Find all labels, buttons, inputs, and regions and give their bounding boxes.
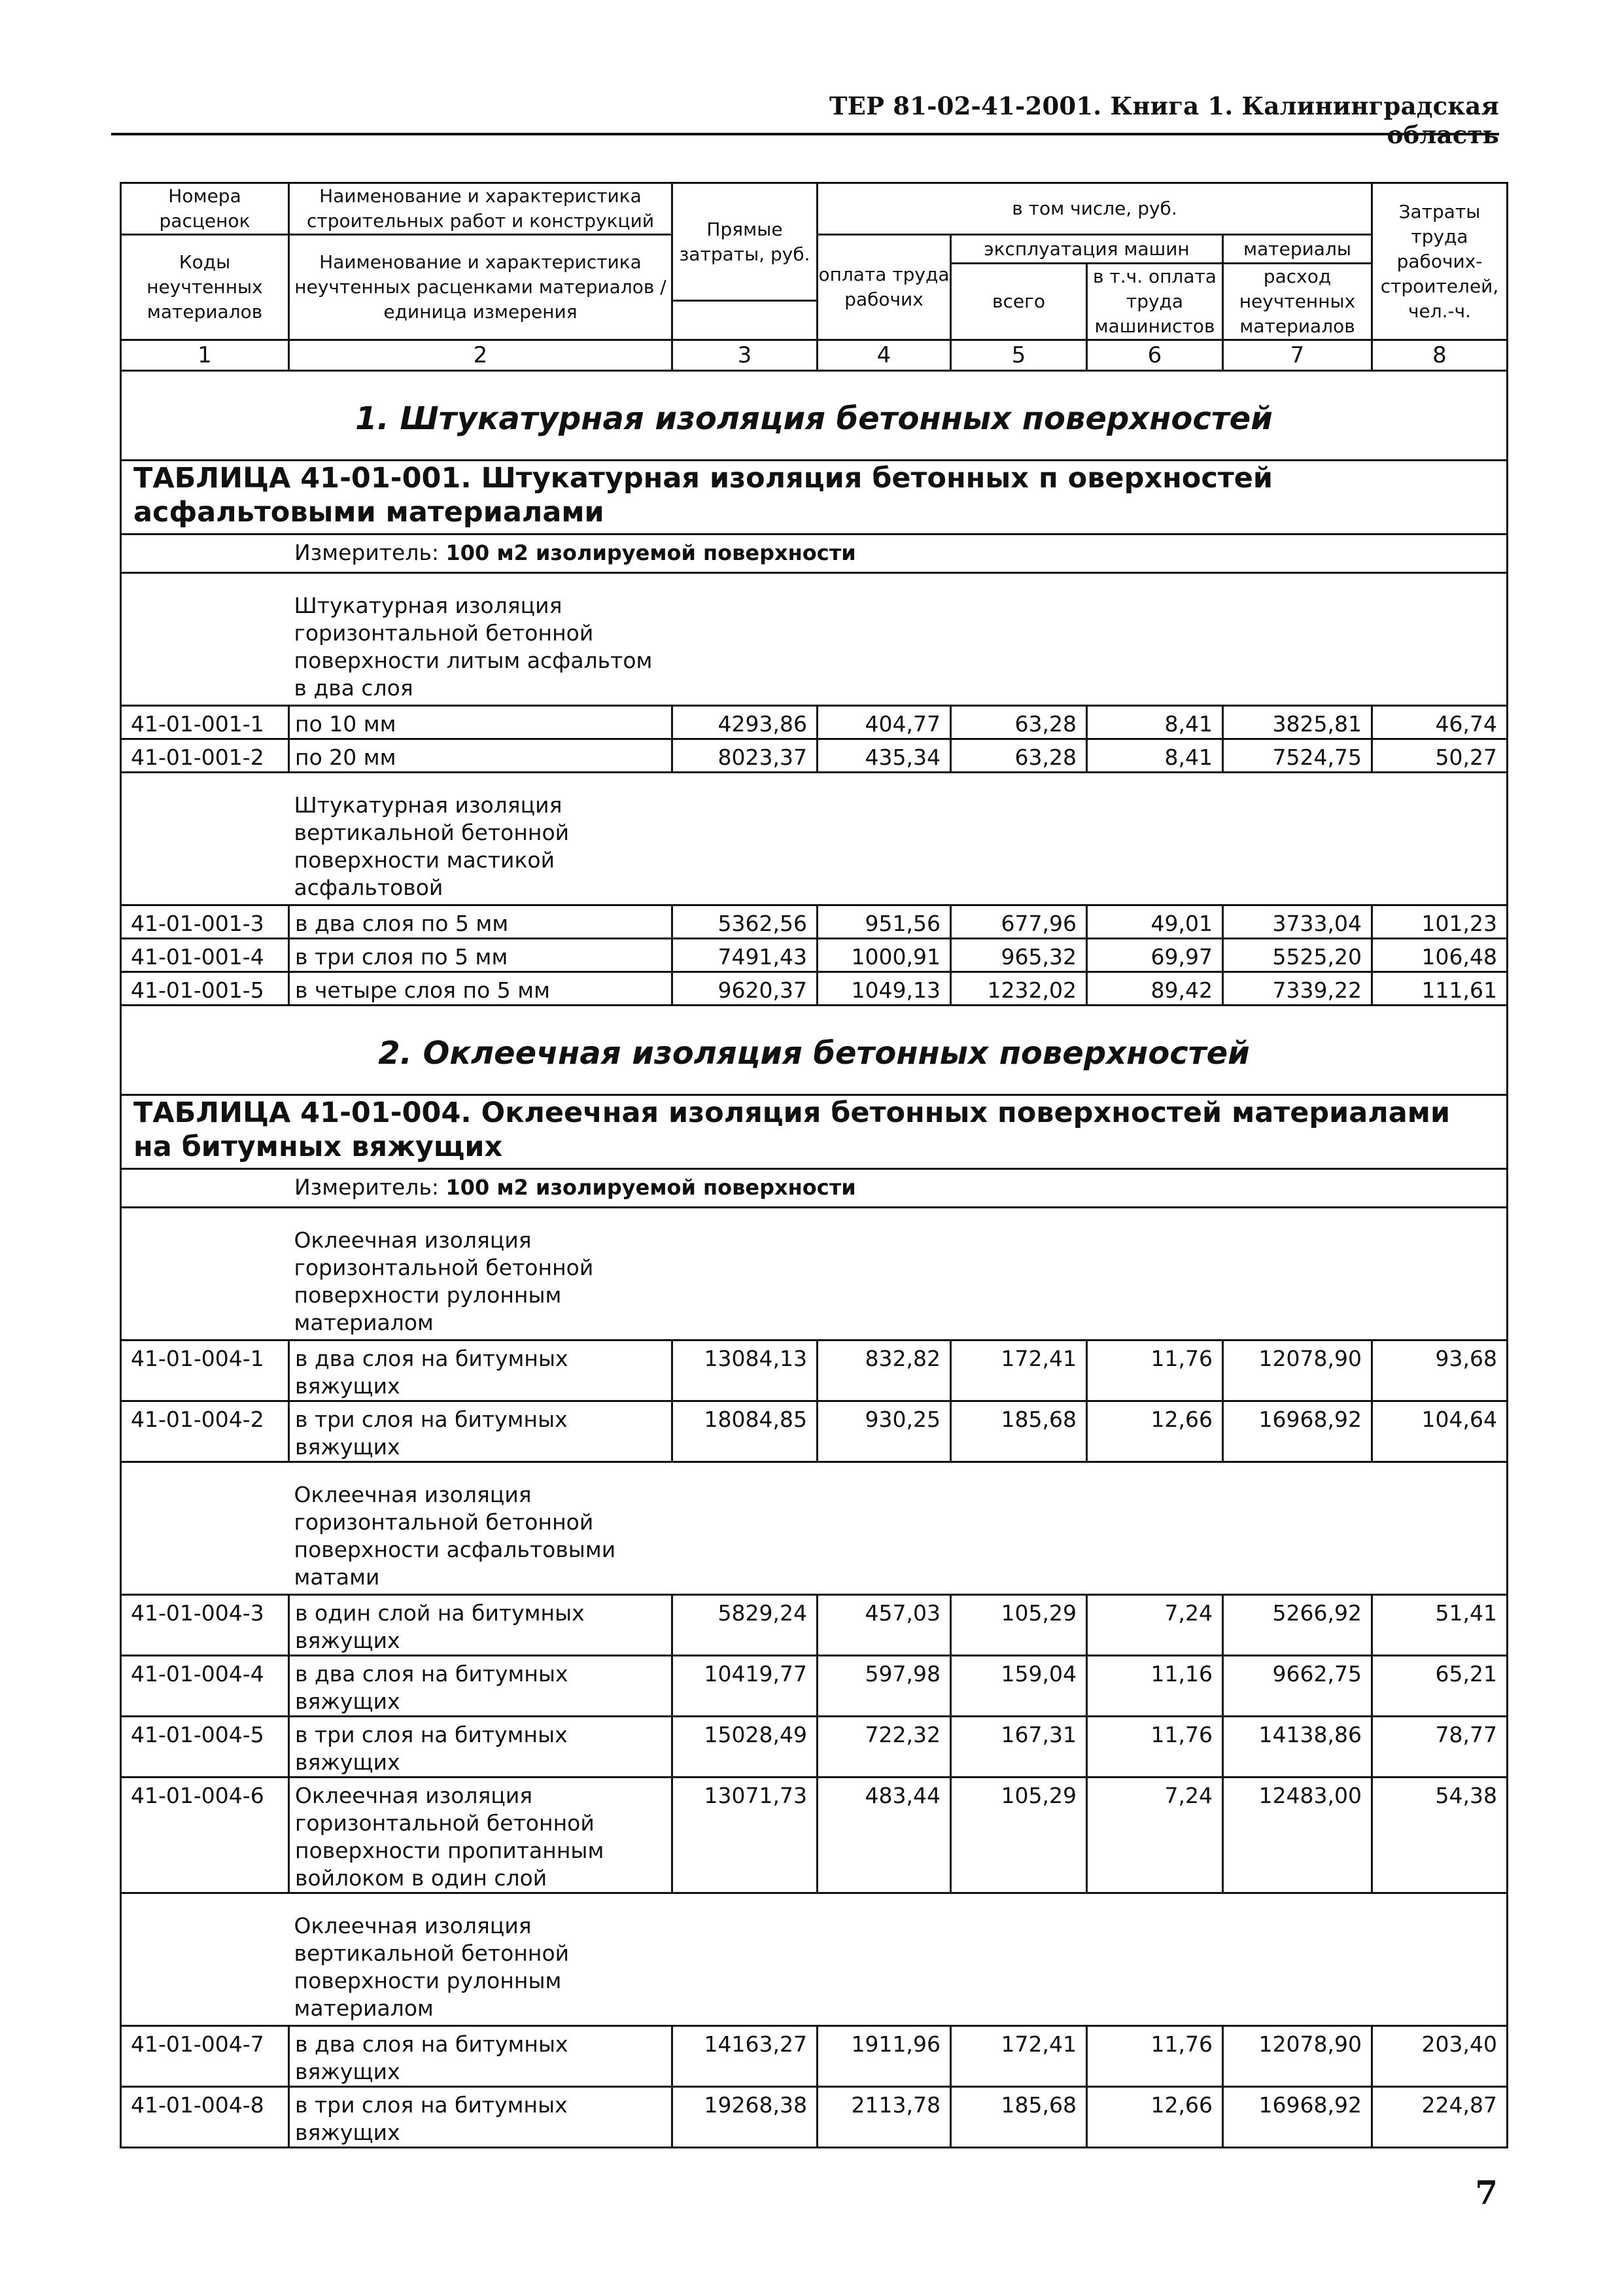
running-header: ТЕР 81-02-41-2001. Книга 1. Калининградская область xyxy=(829,92,1499,149)
table-row xyxy=(121,2087,1508,2148)
rate-code: 41-01-004-7 xyxy=(121,2026,289,2087)
group-filler xyxy=(672,1208,1508,1340)
group-row xyxy=(121,1462,1508,1595)
value-cell-c4: 951,56 xyxy=(818,905,951,939)
column-index-row xyxy=(121,340,1508,371)
col-direct-costs-header-cont xyxy=(672,301,818,340)
meter-label: Измеритель: xyxy=(294,1174,440,1200)
rate-name: в три слоя на битумных вяжущих xyxy=(289,1401,672,1462)
rate-code: 41-01-004-6 xyxy=(121,1778,289,1893)
value-cell-c5: 1232,02 xyxy=(951,972,1087,1006)
meter-value: 100 м2 изолируемой поверхности xyxy=(445,540,856,565)
column-index-cell: 3 xyxy=(672,340,818,371)
value-cell-c8: 46,74 xyxy=(1372,706,1508,739)
value-cell-c4: 1000,91 xyxy=(818,939,951,972)
value-cell-c5: 172,41 xyxy=(951,1340,1087,1401)
value-cell-c6: 11,76 xyxy=(1087,1340,1223,1401)
value-cell-c7: 9662,75 xyxy=(1223,1656,1372,1717)
group-row xyxy=(121,1893,1508,2026)
value-cell-c7: 5525,20 xyxy=(1223,939,1372,972)
section-title: 2. Оклеечная изоляция бетонных поверхностей xyxy=(121,1006,1508,1095)
table-row xyxy=(121,1778,1508,1893)
value-cell-c3: 15028,49 xyxy=(672,1717,818,1778)
group-filler xyxy=(672,1462,1508,1595)
value-cell-c7: 12078,90 xyxy=(1223,2026,1372,2087)
value-cell-c3: 4293,86 xyxy=(672,706,818,739)
group-filler xyxy=(672,573,1508,706)
value-cell-c7: 3733,04 xyxy=(1223,905,1372,939)
table-row xyxy=(121,706,1508,739)
rate-code: 41-01-001-4 xyxy=(121,939,289,972)
value-cell-c5: 172,41 xyxy=(951,2026,1087,2087)
group-row xyxy=(121,1208,1508,1340)
meter-label: Измеритель: xyxy=(294,540,440,565)
section-title: 1. Штукатурная изоляция бетонных поверхностей xyxy=(121,371,1508,461)
value-cell-c5: 63,28 xyxy=(951,739,1087,773)
value-cell-c7: 3825,81 xyxy=(1223,706,1372,739)
value-cell-c8: 111,61 xyxy=(1372,972,1508,1006)
table-row xyxy=(121,1717,1508,1778)
group-code-spacer xyxy=(121,573,289,706)
column-index-cell: 7 xyxy=(1223,340,1372,371)
meter-row xyxy=(121,1169,1508,1208)
value-cell-c6: 12,66 xyxy=(1087,2087,1223,2148)
col-direct-costs-header: Прямые затраты, руб. xyxy=(672,183,818,301)
value-cell-c7: 7524,75 xyxy=(1223,739,1372,773)
value-cell-c8: 224,87 xyxy=(1372,2087,1508,2148)
col-mat-consumption-header: расход неучтенных материалов xyxy=(1223,264,1372,340)
table-row xyxy=(121,1656,1508,1717)
value-cell-c6: 8,41 xyxy=(1087,706,1223,739)
value-cell-c5: 159,04 xyxy=(951,1656,1087,1717)
rate-name: Оклеечная изоляция горизонтальной бетонной поверхности пропитанным войлоком в один слой xyxy=(289,1778,672,1893)
value-cell-c7: 5266,92 xyxy=(1223,1595,1372,1656)
value-cell-c6: 11,16 xyxy=(1087,1656,1223,1717)
group-name: Оклеечная изоляция вертикальной бетонной поверхности рулонным материалом xyxy=(289,1893,672,2026)
rate-name: в два слоя на битумных вяжущих xyxy=(289,1340,672,1401)
table-row xyxy=(121,739,1508,773)
col-machines-total-header: всего xyxy=(951,264,1087,340)
rate-name: в три слоя на битумных вяжущих xyxy=(289,1717,672,1778)
column-index-cell: 5 xyxy=(951,340,1087,371)
table-body xyxy=(121,371,1508,2148)
value-cell-c3: 13071,73 xyxy=(672,1778,818,1893)
table-row xyxy=(121,1595,1508,1656)
value-cell-c5: 185,68 xyxy=(951,1401,1087,1462)
value-cell-c5: 105,29 xyxy=(951,1595,1087,1656)
rate-name: в три слоя на битумных вяжущих xyxy=(289,2087,672,2148)
group-code-spacer xyxy=(121,773,289,905)
group-name: Оклеечная изоляция горизонтальной бетонной поверхности асфальтовыми матами xyxy=(289,1462,672,1595)
col-labor-pay-header: оплата труда рабочих xyxy=(818,235,951,340)
rate-code: 41-01-004-4 xyxy=(121,1656,289,1717)
col-labor-costs-header: Затраты труда рабочих-строителей, чел.-ч. xyxy=(1372,183,1508,340)
value-cell-c7: 7339,22 xyxy=(1223,972,1372,1006)
value-cell-c4: 2113,78 xyxy=(818,2087,951,2148)
value-cell-c6: 69,97 xyxy=(1087,939,1223,972)
value-cell-c3: 5362,56 xyxy=(672,905,818,939)
group-filler xyxy=(672,1893,1508,2026)
value-cell-c3: 5829,24 xyxy=(672,1595,818,1656)
value-cell-c6: 8,41 xyxy=(1087,739,1223,773)
group-code-spacer xyxy=(121,1893,289,2026)
col-work-name-header: Наименование и характеристика строительных работ и конструкций xyxy=(289,183,672,235)
value-cell-c8: 50,27 xyxy=(1372,739,1508,773)
value-cell-c7: 16968,92 xyxy=(1223,1401,1372,1462)
value-cell-c4: 435,34 xyxy=(818,739,951,773)
rate-name: по 10 мм xyxy=(289,706,672,739)
rate-name: в два слоя на битумных вяжущих xyxy=(289,2026,672,2087)
col-materials-header: материалы xyxy=(1223,235,1372,264)
rate-name: в три слоя по 5 мм xyxy=(289,939,672,972)
rate-code: 41-01-004-5 xyxy=(121,1717,289,1778)
value-cell-c8: 78,77 xyxy=(1372,1717,1508,1778)
col-mat-name-header: Наименование и характеристика неучтенных расценками материалов / единица измерения xyxy=(289,235,672,340)
value-cell-c4: 1911,96 xyxy=(818,2026,951,2087)
table-row xyxy=(121,1401,1508,1462)
value-cell-c6: 11,76 xyxy=(1087,2026,1223,2087)
value-cell-c3: 7491,43 xyxy=(672,939,818,972)
value-cell-c5: 965,32 xyxy=(951,939,1087,972)
value-cell-c4: 404,77 xyxy=(818,706,951,739)
rate-code: 41-01-001-5 xyxy=(121,972,289,1006)
col-numbers-header: Номера расценок xyxy=(121,183,289,235)
table-title: ТАБЛИЦА 41-01-004. Оклеечная изоляция бетонных поверхностей материалами на битумных вяжущих xyxy=(121,1095,1508,1169)
value-cell-c8: 65,21 xyxy=(1372,1656,1508,1717)
value-cell-c8: 101,23 xyxy=(1372,905,1508,939)
value-cell-c8: 104,64 xyxy=(1372,1401,1508,1462)
table-title: ТАБЛИЦА 41-01-001. Штукатурная изоляция бетонных п оверхностей асфальтовыми материалами xyxy=(121,461,1508,534)
group-name: Штукатурная изоляция вертикальной бетонной поверхности мастикой асфальтовой xyxy=(289,773,672,905)
col-codes-header: Коды неучтенных материалов xyxy=(121,235,289,340)
value-cell-c6: 11,76 xyxy=(1087,1717,1223,1778)
value-cell-c6: 12,66 xyxy=(1087,1401,1223,1462)
value-cell-c4: 1049,13 xyxy=(818,972,951,1006)
value-cell-c6: 89,42 xyxy=(1087,972,1223,1006)
rate-code: 41-01-001-3 xyxy=(121,905,289,939)
column-index-cell: 1 xyxy=(121,340,289,371)
rate-code: 41-01-004-8 xyxy=(121,2087,289,2148)
col-machinists-pay-header: в т.ч. оплата труда машинистов xyxy=(1087,264,1223,340)
value-cell-c4: 722,32 xyxy=(818,1717,951,1778)
rate-code: 41-01-001-1 xyxy=(121,706,289,739)
group-name: Штукатурная изоляция горизонтальной бетонной поверхности литым асфальтом в два слоя xyxy=(289,573,672,706)
table-row xyxy=(121,972,1508,1006)
column-index-cell: 6 xyxy=(1087,340,1223,371)
value-cell-c7: 16968,92 xyxy=(1223,2087,1372,2148)
value-cell-c4: 457,03 xyxy=(818,1595,951,1656)
table-row xyxy=(121,905,1508,939)
table-title-row xyxy=(121,1095,1508,1169)
column-index-cell: 8 xyxy=(1372,340,1508,371)
col-incl-header: в том числе, руб. xyxy=(818,183,1372,235)
value-cell-c3: 19268,38 xyxy=(672,2087,818,2148)
value-cell-c3: 10419,77 xyxy=(672,1656,818,1717)
group-name: Оклеечная изоляция горизонтальной бетонной поверхности рулонным материалом xyxy=(289,1208,672,1340)
rate-name: в два слоя на битумных вяжущих xyxy=(289,1656,672,1717)
value-cell-c3: 8023,37 xyxy=(672,739,818,773)
rate-code: 41-01-004-3 xyxy=(121,1595,289,1656)
header-rule xyxy=(111,133,1499,135)
value-cell-c6: 7,24 xyxy=(1087,1595,1223,1656)
value-cell-c3: 13084,13 xyxy=(672,1340,818,1401)
value-cell-c5: 185,68 xyxy=(951,2087,1087,2148)
meter-value: 100 м2 изолируемой поверхности xyxy=(445,1175,856,1200)
value-cell-c7: 14138,86 xyxy=(1223,1717,1372,1778)
value-cell-c5: 677,96 xyxy=(951,905,1087,939)
section-title-row xyxy=(121,1006,1508,1095)
value-cell-c4: 483,44 xyxy=(818,1778,951,1893)
rate-code: 41-01-004-2 xyxy=(121,1401,289,1462)
meter-line xyxy=(121,1169,1508,1208)
rate-code: 41-01-004-1 xyxy=(121,1340,289,1401)
rate-name: в два слоя по 5 мм xyxy=(289,905,672,939)
col-machines-header: эксплуатация машин xyxy=(951,235,1223,264)
column-index-cell: 4 xyxy=(818,340,951,371)
value-cell-c8: 51,41 xyxy=(1372,1595,1508,1656)
group-row xyxy=(121,773,1508,905)
value-cell-c4: 597,98 xyxy=(818,1656,951,1717)
column-index-cell: 2 xyxy=(289,340,672,371)
value-cell-c6: 49,01 xyxy=(1087,905,1223,939)
table-title-row xyxy=(121,461,1508,534)
value-cell-c8: 106,48 xyxy=(1372,939,1508,972)
value-cell-c7: 12078,90 xyxy=(1223,1340,1372,1401)
value-cell-c4: 832,82 xyxy=(818,1340,951,1401)
group-filler xyxy=(672,773,1508,905)
value-cell-c6: 7,24 xyxy=(1087,1778,1223,1893)
value-cell-c8: 203,40 xyxy=(1372,2026,1508,2087)
table-row xyxy=(121,939,1508,972)
rate-name: по 20 мм xyxy=(289,739,672,773)
value-cell-c5: 105,29 xyxy=(951,1778,1087,1893)
group-code-spacer xyxy=(121,1462,289,1595)
rate-name: в четыре слоя по 5 мм xyxy=(289,972,672,1006)
value-cell-c8: 54,38 xyxy=(1372,1778,1508,1893)
section-title-row xyxy=(121,371,1508,461)
price-table xyxy=(120,182,1508,2148)
rate-name: в один слой на битумных вяжущих xyxy=(289,1595,672,1656)
rate-code: 41-01-001-2 xyxy=(121,739,289,773)
page-number: 7 xyxy=(1475,2173,1498,2212)
meter-row xyxy=(121,534,1508,573)
value-cell-c8: 93,68 xyxy=(1372,1340,1508,1401)
table-row xyxy=(121,2026,1508,2087)
group-row xyxy=(121,573,1508,706)
table-row xyxy=(121,1340,1508,1401)
value-cell-c3: 9620,37 xyxy=(672,972,818,1006)
value-cell-c5: 167,31 xyxy=(951,1717,1087,1778)
group-code-spacer xyxy=(121,1208,289,1340)
value-cell-c7: 12483,00 xyxy=(1223,1778,1372,1893)
value-cell-c3: 18084,85 xyxy=(672,1401,818,1462)
value-cell-c3: 14163,27 xyxy=(672,2026,818,2087)
value-cell-c5: 63,28 xyxy=(951,706,1087,739)
meter-line xyxy=(121,534,1508,573)
value-cell-c4: 930,25 xyxy=(818,1401,951,1462)
